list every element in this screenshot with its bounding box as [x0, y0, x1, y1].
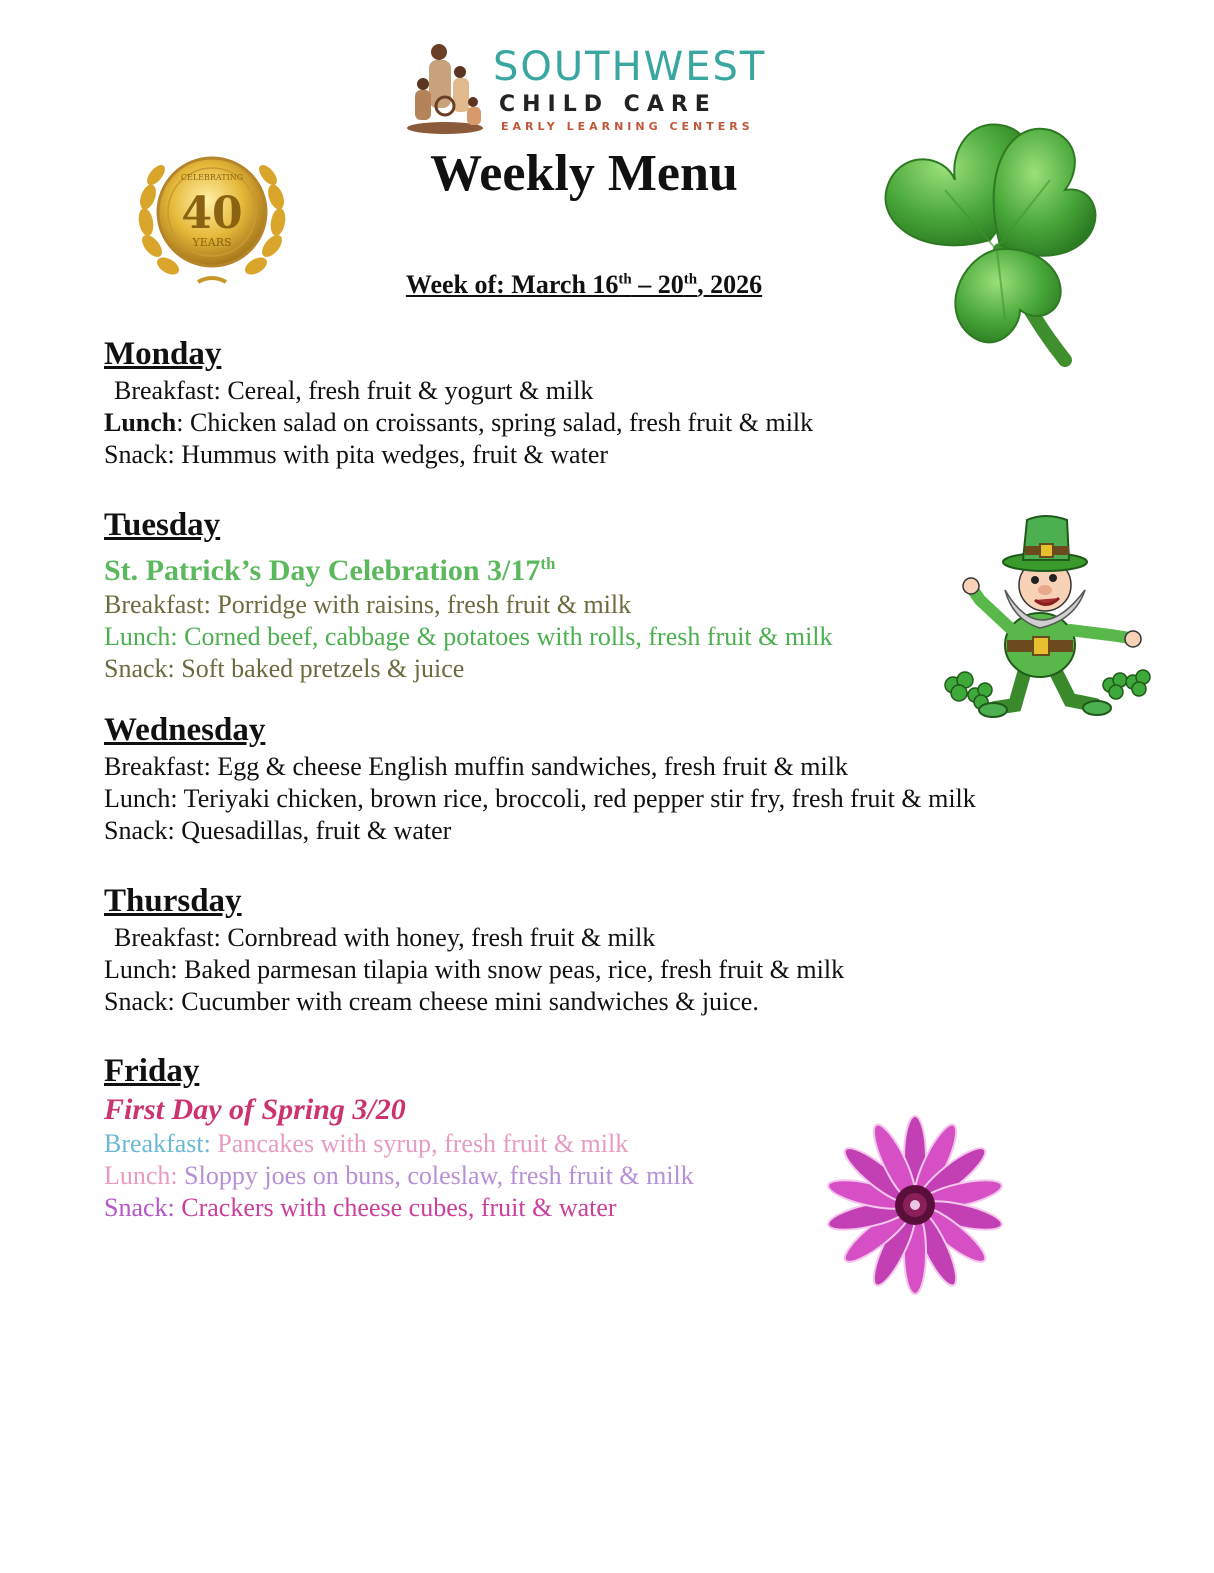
- logo-line-southwest: SOUTHWEST: [493, 44, 767, 90]
- leprechaun-illustration: [935, 510, 1160, 725]
- tuesday-special-sup: th: [540, 554, 556, 573]
- monday-lunch-text: : Chicken salad on croissants, spring salad, fresh fruit & milk: [176, 408, 814, 437]
- wednesday-breakfast: Breakfast: Egg & cheese English muffin sandwiches, fresh fruit & milk: [104, 752, 848, 781]
- thursday-heading: Thursday: [104, 883, 242, 919]
- week-sup-1: th: [618, 271, 632, 288]
- friday-breakfast-label: Breakfast:: [104, 1129, 211, 1158]
- monday-heading: Monday: [104, 336, 222, 372]
- week-dash: – 20: [631, 270, 684, 299]
- day-monday: [104, 336, 1064, 471]
- wednesday-lunch: Lunch: Teriyaki chicken, brown rice, broccoli, red pepper stir fry, fresh fruit & milk: [104, 784, 976, 813]
- day-wednesday: [104, 712, 1064, 847]
- wednesday-snack: Snack: Quesadillas, fruit & water: [104, 816, 452, 845]
- tuesday-snack: Snack: Soft baked pretzels & juice: [104, 654, 465, 683]
- badge-bottom-text: YEARS: [192, 236, 232, 249]
- friday-lunch-label: Lunch:: [104, 1161, 178, 1190]
- page-title: Weekly Menu: [430, 145, 738, 202]
- day-tuesday: [104, 507, 1064, 685]
- logo-line-child-care: CHILD CARE: [499, 92, 717, 117]
- thursday-snack: Snack: Cucumber with cream cheese mini sandwiches & juice.: [104, 987, 759, 1016]
- badge-number: 40: [181, 188, 243, 239]
- monday-snack: Snack: Hummus with pita wedges, fruit & water: [104, 440, 609, 469]
- flower-image: [820, 1110, 1010, 1300]
- friday-heading: Friday: [104, 1053, 200, 1089]
- tuesday-special-text: St. Patrick’s Day Celebration 3/17: [104, 554, 541, 587]
- week-suffix: , 2026: [697, 270, 763, 299]
- tuesday-heading: Tuesday: [104, 507, 221, 543]
- thursday-breakfast: Breakfast: Cornbread with honey, fresh fruit & milk: [114, 923, 656, 952]
- friday-breakfast-text: Pancakes with syrup, fresh fruit & milk: [210, 1129, 629, 1158]
- monday-lunch: [104, 407, 1064, 439]
- wednesday-heading: Wednesday: [104, 712, 266, 748]
- pink-daisy-flower-icon: [820, 1110, 1010, 1300]
- friday-lunch-text: Sloppy joes on buns, coleslaw, fresh fruit & milk: [177, 1161, 694, 1190]
- tuesday-lunch: Lunch: Corned beef, cabbage & potatoes with rolls, fresh fruit & milk: [104, 622, 833, 651]
- tuesday-breakfast: Breakfast: Porridge with raisins, fresh fruit & milk: [104, 590, 632, 619]
- day-thursday: [104, 883, 1064, 1018]
- southwest-child-care-logo: [405, 40, 775, 135]
- thursday-lunch: Lunch: Baked parmesan tilapia with snow peas, rice, fresh fruit & milk: [104, 955, 845, 984]
- leprechaun-image: [935, 510, 1160, 725]
- friday-snack-label: Snack:: [104, 1193, 175, 1222]
- friday-special-event: First Day of Spring 3/20: [104, 1093, 406, 1126]
- family-figures-icon: [405, 40, 490, 135]
- friday-snack-text: Crackers with cheese cubes, fruit & water: [174, 1193, 617, 1222]
- monday-lunch-label: Lunch: [104, 408, 177, 437]
- tuesday-special-event: [104, 546, 1064, 589]
- badge-top-text: CELEBRATING: [180, 173, 244, 182]
- monday-breakfast: Breakfast: Cereal, fresh fruit & yogurt & milk: [114, 376, 594, 405]
- logo-line-early-learning: EARLY LEARNING CENTERS: [501, 120, 754, 133]
- week-prefix: Week of: March 16: [405, 270, 619, 299]
- week-sup-2: th: [683, 271, 698, 288]
